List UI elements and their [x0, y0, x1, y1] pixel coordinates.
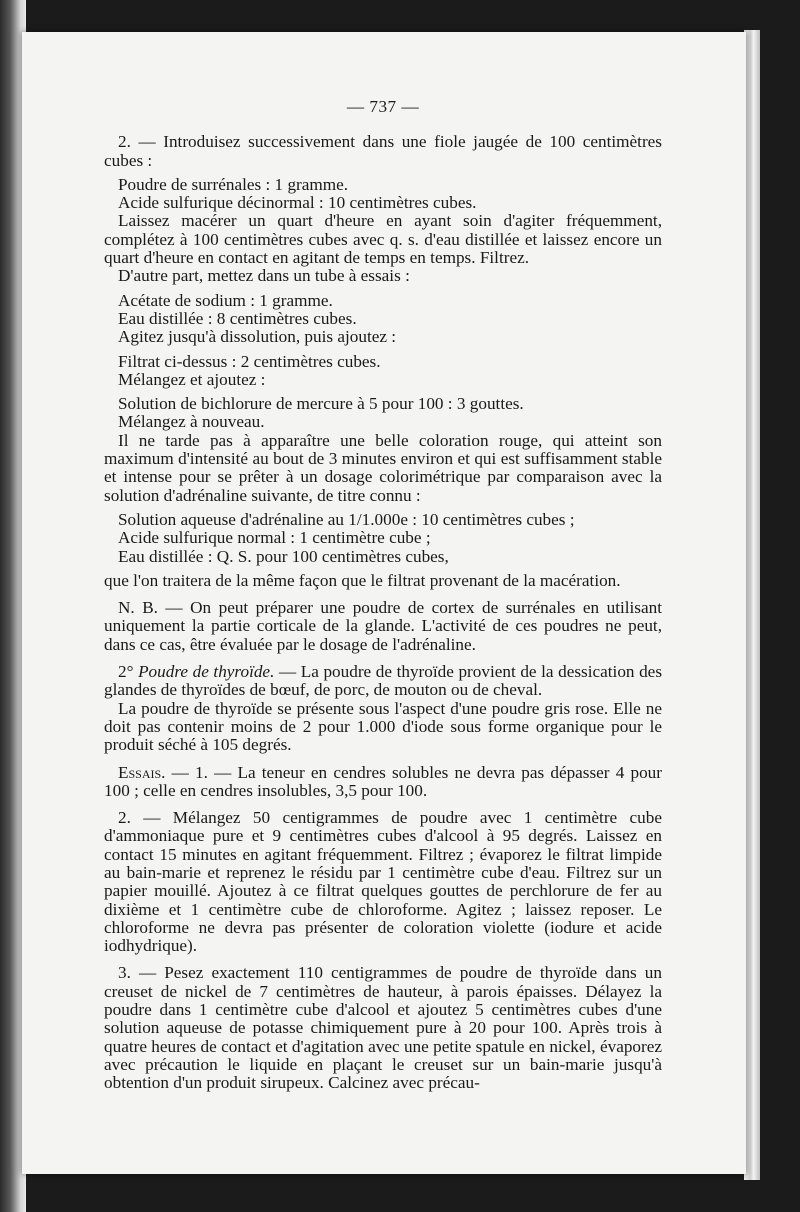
paragraph-19 — [104, 663, 662, 700]
paragraph-20: La poudre de thyroïde se présente sous l'aspect d'une poudre gris rose. Elle ne doit pas contenir moins de 2 pour 1.000 d'iode sous forme organique pour le produit séché à 105 degrés. — [104, 698, 662, 755]
paragraph-3: Acide sulfurique décinormal : 10 centimètres cubes. — [118, 193, 477, 213]
section-text: — La poudre de thyroïde provient de la dessication des glandes de thyroïdes de bœuf, de porc, de mouton ou de cheval. — [104, 662, 663, 700]
essais-heading: Essais. — [118, 762, 166, 782]
essais-text: — 1. — La teneur en cendres solubles ne devra pas dépasser 4 pour 100 ; celle en cendres insolubles, 3,5 pour 100. — [104, 762, 662, 800]
section-number: 2° — [118, 662, 134, 682]
paragraph-23: 3. — Pesez exactement 110 centigrammes de poudre de thyroïde dans un creuset de nickel de 7 centimètres de hauteur, à parois épaisses. Délayez la poudre dans 1 centimètre cube d'alcool et ajoutez 5 centimètres cubes d'une solution aqueuse de potasse chimiquement pure à 20 pour 100. Après trois à quatre heures de contact et d'agitation avec une petite spatule en nickel, évaporez avec précaution le liquide en plaçant le creuset sur un bain-marie jusqu'à obtention d'un produit sirupeux. Calcinez avec précau- — [104, 963, 662, 1093]
paragraph-14: Solution aqueuse d'adrénaline au 1/1.000e : 10 centimètres cubes ; — [118, 509, 575, 529]
paragraph-13: Il ne tarde pas à apparaître une belle coloration rouge, qui atteint son maximum d'intensité au bout de 3 minutes environ et qui est suffisamment stable et intense pour se prêter à un dosage colorimétrique par comparaison avec la solution d'adrénaline suivante, de titre connu : — [104, 430, 662, 505]
paragraph-18: N. B. — On peut préparer une poudre de cortex de surrénales en utilisant uniquement la partie corticale de la glande. L'activité de ces poudres ne peut, dans ce cas, être évaluée par le dosage de l'adrénaline. — [104, 598, 662, 654]
paragraph-17: que l'on traitera de la même façon que le filtrat provenant de la macération. — [104, 570, 621, 590]
paragraph-22: 2. — Mélangez 50 centigrammes de poudre avec 1 centimètre cube d'ammoniaque pure et 9 centimètres cubes d'alcool à 95 degrés. Laissez en contact 15 minutes en agitant fréquemment. Filtrez ; évaporez le filtrat limpide au bain-marie et reprenez le résidu par 1 centimètre cube d'eau. Filtrez sur un papier mouillé. Ajoutez à ce filtrat quelques gouttes de perchlorure de fer au dixième et 1 centimètre cube de chloroforme. Agitez ; laissez reposer. Le chloroforme ne devra pas présenter de coloration violette (iodure et acide iodhydrique). — [104, 808, 662, 956]
page-stack-edge — [744, 30, 760, 1180]
paragraph-11: Solution de bichlorure de mercure à 5 pour 100 : 3 gouttes. — [118, 394, 524, 414]
paragraph-15: Acide sulfurique normal : 1 centimètre cube ; — [118, 528, 431, 548]
paragraph-12: Mélangez à nouveau. — [118, 412, 265, 432]
paragraph-5: D'autre part, mettez dans un tube à essais : — [118, 266, 410, 286]
page-content — [104, 98, 662, 1093]
paragraph-7: Eau distillée : 8 centimètres cubes. — [118, 308, 357, 328]
paragraph-21 — [104, 764, 662, 801]
paragraph-4: Laissez macérer un quart d'heure en ayant soin d'agiter fréquemment, complétez à 100 centimètres cubes avec q. s. d'eau distillée et laissez encore un quart d'heure en contact en agitant de temps en temps. Filtrez. — [104, 211, 662, 268]
section-title: Poudre de thyroïde. — [138, 662, 275, 682]
paragraph-2: Poudre de surrénales : 1 gramme. — [118, 174, 349, 194]
book-page — [22, 32, 746, 1174]
paragraph-6: Acétate de sodium : 1 gramme. — [118, 290, 333, 310]
paragraph-16: Eau distillée : Q. S. pour 100 centimètres cubes, — [118, 546, 449, 566]
paragraph-1: 2. — Introduisez successivement dans une fiole jaugée de 100 centimètres cubes : — [104, 132, 662, 170]
paragraph-10: Mélangez et ajoutez : — [118, 369, 266, 389]
paragraph-8: Agitez jusqu'à dissolution, puis ajoutez : — [118, 327, 397, 347]
paragraph-9: Filtrat ci-dessus : 2 centimètres cubes. — [118, 351, 381, 371]
page-number: — 737 — — [346, 97, 420, 116]
